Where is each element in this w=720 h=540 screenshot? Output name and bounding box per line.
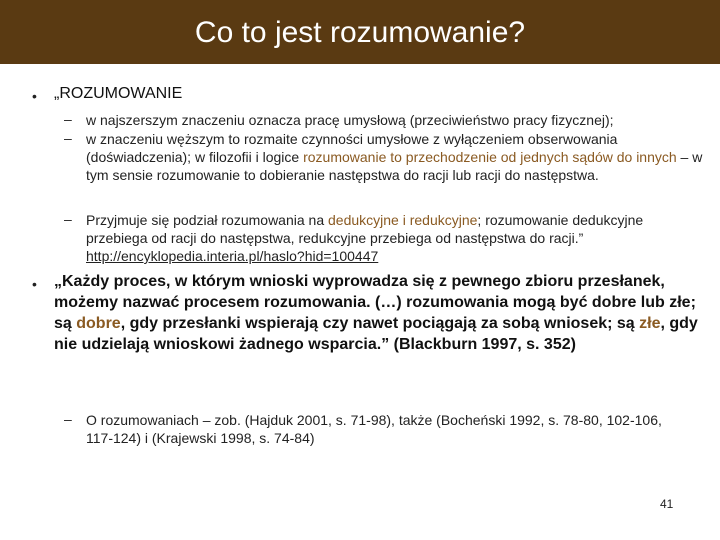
title-bar (0, 0, 720, 67)
highlighted-text: rozumowanie to przechodzenie od jednych sądów do innych (303, 149, 677, 165)
dash-marker: – (64, 211, 72, 227)
dash-marker: – (64, 130, 72, 146)
sub-item-broad-meaning: w najszerszym znaczeniu oznacza pracę umysłową (przeciwieństwo pracy fizycznej); (86, 112, 614, 128)
bullet-marker: • (32, 276, 37, 292)
text-run: „Każdy proces, w którym wnioski wyprowadza się z pewnego zbioru przesłanek, możemy nazwać procesem rozumowania. (…) rozumowania mogą być dobre lub złe; są (54, 273, 696, 332)
sub-item-division (86, 211, 706, 265)
bullet-marker: • (32, 88, 37, 104)
blackburn-quote (54, 271, 704, 355)
highlighted-text: złe (639, 315, 661, 332)
text-run: – w tym sensie rozumowanie to dobieranie następstwa do racji lub racji do następstwa. (86, 149, 703, 183)
text-run: w znaczeniu węższym to rozmaite czynności umysłowe z wyłączeniem obserwowania (doświadczenia); w filozofii i logice (86, 131, 618, 165)
text-run: , gdy przesłanki wspierają czy nawet pociągają za sobą wniosek; są (120, 315, 640, 332)
dash-marker: – (64, 111, 72, 127)
text-run: ; rozumowanie dedukcyjne przebiega od racji do następstwa, redukcyjne przebiega od następstwa do racji.” (86, 212, 644, 246)
page-number: 41 (660, 497, 674, 511)
dash-marker: – (64, 411, 72, 427)
slide-title: Co to jest rozumowanie? (194, 16, 526, 49)
highlighted-text: dedukcyjne i redukcyjne (328, 212, 478, 228)
text-run: , gdy nie udzielają wnioskowi żadnego wsparcia.” (Blackburn 1997, s. 352) (54, 315, 698, 353)
heading-rozumowanie: „ROZUMOWANIE (54, 85, 183, 102)
encyclopedia-link[interactable]: http://encyklopedia.interia.pl/haslo?hid=100447 (86, 248, 379, 264)
text-run: Przyjmuje się podział rozumowania na (86, 212, 328, 228)
highlighted-text: dobre (76, 315, 121, 332)
sub-item-narrow-meaning (86, 130, 706, 184)
sub-item-references: O rozumowaniach – zob. (Hajduk 2001, s. 71-98), także (Bocheński 1992, s. 78-80, 102-106, 117-124) i (Krajewski 1998, s. 74-84) (86, 412, 662, 446)
